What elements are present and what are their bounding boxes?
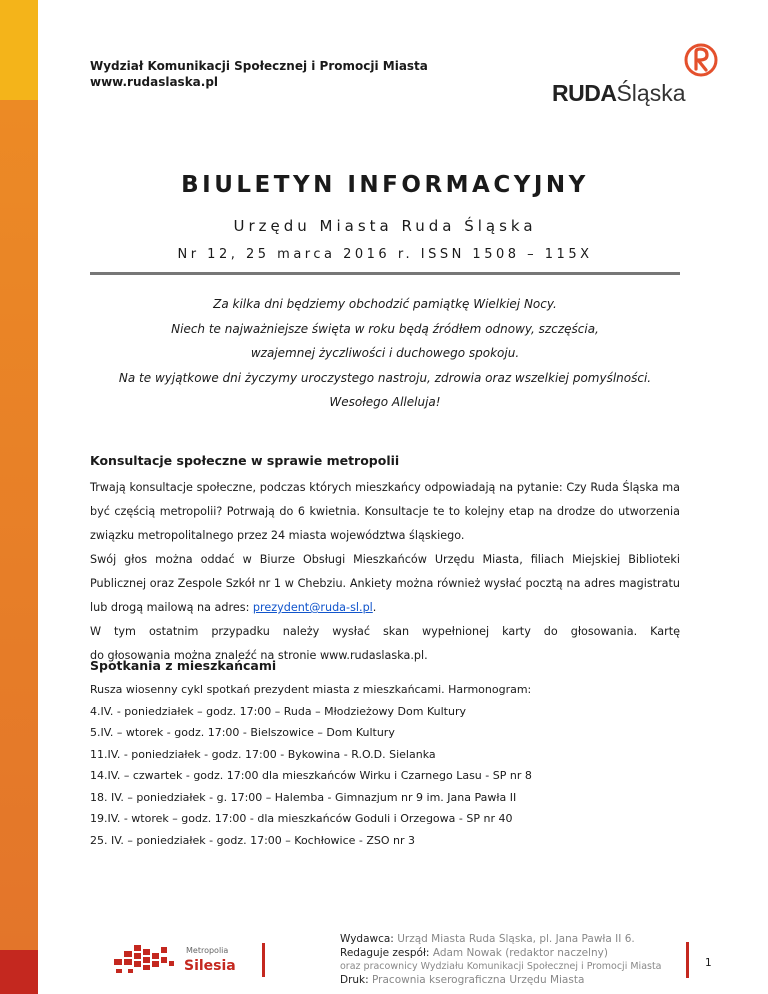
publisher-value: Urząd Miasta Ruda Śląska, pl. Jana Pawła II 6. <box>397 933 635 945</box>
schedule-item: 5.IV. – wtorek - godz. 17:00 - Bielszowice – Dom Kultury <box>90 726 395 739</box>
bulletin-title: BIULETYN INFORMACYJNY <box>181 172 589 198</box>
greeting-line: Niech te najważniejsze święta w roku będą źródłem odnowy, szczęścia, <box>171 321 599 336</box>
editors-value: Adam Nowak (redaktor naczelny) <box>432 946 608 959</box>
schedule-item: 18. IV. – poniedziałek - g. 17:00 – Halemba - Gimnazjum nr 9 im. Jana Pawła II <box>90 790 517 804</box>
paragraph: Trwają konsultacje społeczne, podczas których mieszkańcy odpowiadają na pytanie: Czy Ruda Śląska ma być częścią metropolii? Potrwają do 6 kwietnia. Konsultacje te to kolejny etap na drodze do utworzenia związku metropolitalnego przez 24 miasta województwa śląskiego. <box>90 481 680 542</box>
decorative-bar-yellow <box>0 0 38 100</box>
metropolia-label: Metropolia <box>186 946 229 955</box>
paragraph-text: Swój głos można oddać w Biurze Obsługi Mieszkańców Urzędu Miasta, filiach Miejskiej Biblioteki Publicznej oraz Zespole Szkół nr 1 w Chebziu. Ankiety można również wysłać pocztą na adres magistratu lub drogą mailową na adres: <box>90 553 680 614</box>
page-number: 1 <box>705 957 712 969</box>
schedule-item: 14.IV. – czwartek - godz. 17:00 dla mieszkańców Wirku i Czarnego Lasu - SP nr 8 <box>90 769 532 782</box>
footer-divider <box>686 942 689 978</box>
publisher-label: Wydawca: <box>340 933 394 945</box>
website-address: www.rudaslaska.pl <box>90 75 219 89</box>
easter-greeting <box>90 292 680 415</box>
greeting-line: Wesołego Alleluja! <box>329 395 441 409</box>
publisher-line <box>340 933 662 947</box>
schedule-item: 11.IV. - poniedziałek - godz. 17:00 - Bykowina - R.O.D. Sielanka <box>90 747 436 761</box>
ruda-slaska-logo <box>552 42 702 106</box>
email-link[interactable]: prezydent@ruda-sl.pl <box>252 601 373 614</box>
header-divider <box>90 272 680 275</box>
print-line <box>340 974 662 988</box>
bulletin-subtitle: Urzędu Miasta Ruda Śląska <box>233 217 537 235</box>
section-heading: Spotkania z mieszkańcami <box>90 658 277 673</box>
print-value: Pracownia kserograficzna Urzędu Miasta <box>372 973 585 986</box>
logo-word-ruda: RUDA <box>552 80 617 106</box>
schedule-intro: Rusza wiosenny cykl spotkań prezydent miasta z mieszkańcami. Harmonogram: <box>90 683 532 696</box>
schedule-item: 25. IV. – poniedziałek - godz. 17:00 – Kochłowice - ZSO nr 3 <box>90 833 416 847</box>
editors-line <box>340 947 662 961</box>
logo-wordmark <box>552 80 686 107</box>
department-name: Wydział Komunikacji Społecznej i Promocji Miasta <box>90 59 428 73</box>
section-consultations <box>90 453 680 668</box>
paragraph-line: W tym ostatnim przypadku należy wysłać skan wypełnionej karty do głosowania. Kartę <box>90 625 680 638</box>
metropolia-silesia-logo <box>114 937 274 985</box>
city-emblem-icon <box>684 42 718 78</box>
paragraph-line: do głosowania można znaleźć na stronie www.rudaslaska.pl. <box>90 649 428 662</box>
print-label: Druk: <box>340 973 369 986</box>
greeting-line: Za kilka dni będziemy obchodzić pamiątkę Wielkiej Nocy. <box>213 297 557 311</box>
greeting-line: Na te wyjątkowe dni życzymy uroczystego nastroju, zdrowia oraz wszelkiej pomyślności. <box>118 370 652 385</box>
logo-word-slaska: Śląska <box>616 80 686 106</box>
silesia-label: Silesia <box>184 958 236 974</box>
document-header <box>90 58 428 90</box>
greeting-line: wzajemnej życzliwości i duchowego spokoju. <box>250 346 520 360</box>
publisher-info <box>340 933 662 994</box>
decorative-bar-orange <box>0 100 38 950</box>
paragraph-text: . <box>372 601 377 614</box>
editors-line-2: oraz pracownicy Wydziału Komunikacji Społecznej i Promocji Miasta <box>340 961 662 972</box>
decorative-bar-red <box>0 950 38 994</box>
issue-number: Nr 12, 25 marca 2016 r. ISSN 1508 – 115X <box>177 247 593 262</box>
schedule-item: 19.IV. - wtorek – godz. 17:00 - dla mieszkańców Goduli i Orzegowa - SP nr 40 <box>90 812 513 825</box>
schedule-item: 4.IV. - poniedziałek – godz. 17:00 – Ruda – Młodzieżowy Dom Kultury <box>90 704 466 718</box>
editors-label: Redaguje zespół: <box>340 946 430 959</box>
section-meetings <box>90 658 680 851</box>
paragraph <box>90 548 680 620</box>
section-heading: Konsultacje społeczne w sprawie metropolii <box>90 453 400 468</box>
